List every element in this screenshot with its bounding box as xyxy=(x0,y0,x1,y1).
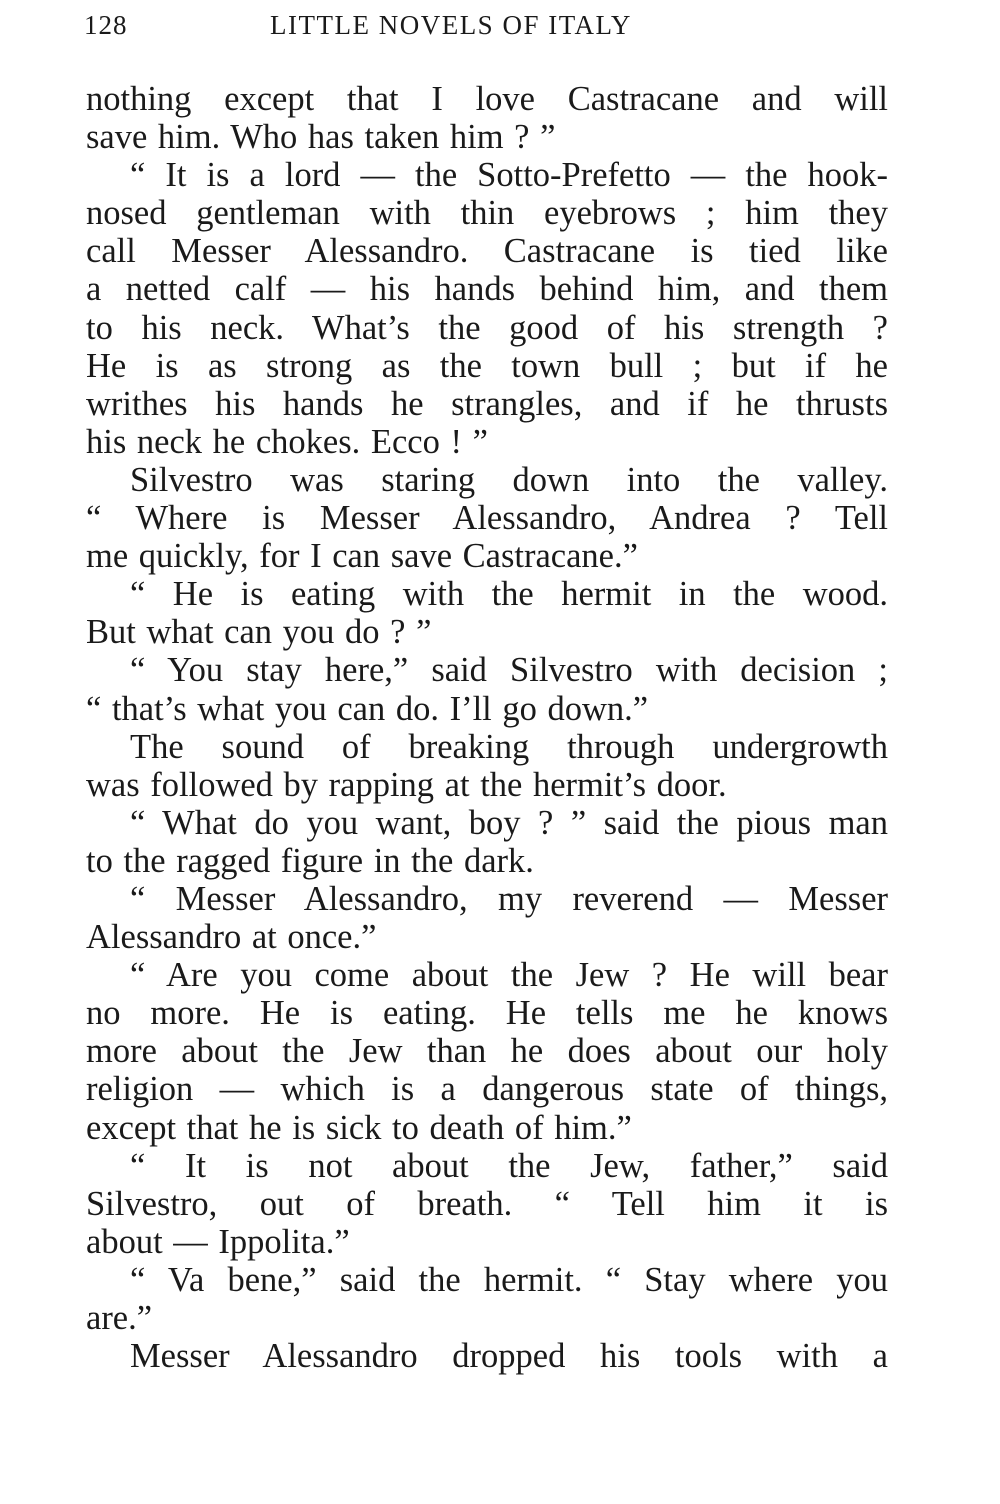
text-line: He is as strong as the town bull ; but if he xyxy=(86,346,888,385)
text-line: “ Are you come about the Jew ? He will bear xyxy=(130,956,888,995)
text-line: “ What do you want, boy ? ” said the pious man xyxy=(130,803,888,842)
text-line: no more. He is eating. He tells me he knows xyxy=(86,994,888,1033)
text-line: about — Ippolita.” xyxy=(86,1222,350,1261)
page-number: 128 xyxy=(84,10,128,40)
body-text xyxy=(86,80,888,1375)
text-line: a netted calf — his hands behind him, and them xyxy=(86,270,888,309)
text-line: “ Messer Alessandro, my reverend — Messer xyxy=(130,879,888,918)
text-line: Silvestro, out of breath. “ Tell him it is xyxy=(86,1184,888,1223)
text-line: to his neck. What’s the good of his strength ? xyxy=(86,308,888,347)
text-line: Silvestro was staring down into the valley. xyxy=(130,460,888,499)
text-line: call Messer Alessandro. Castracane is tied like xyxy=(86,232,888,271)
text-line: except that he is sick to death of him.” xyxy=(86,1108,632,1147)
text-line: his neck he chokes. Ecco ! ” xyxy=(86,422,488,461)
text-line: me quickly, for I can save Castracane.” xyxy=(86,537,638,576)
text-line: “ Where is Messer Alessandro, Andrea ? Tell xyxy=(86,499,888,538)
text-line: more about the Jew than he does about our holy xyxy=(86,1032,888,1071)
text-line: The sound of breaking through undergrowth xyxy=(130,727,888,766)
text-line: was followed by rapping at the hermit’s door. xyxy=(86,765,727,804)
text-line: writhes his hands he strangles, and if he thrusts xyxy=(86,384,888,423)
text-line: save him. Who has taken him ? ” xyxy=(86,118,556,157)
running-title: LITTLE NOVELS OF ITALY xyxy=(270,10,632,40)
text-line: religion — which is a dangerous state of things, xyxy=(86,1070,888,1109)
text-line: are.” xyxy=(86,1299,153,1337)
text-line: Messer Alessandro dropped his tools with a xyxy=(130,1337,888,1376)
text-line: “ You stay here,” said Silvestro with decision ; xyxy=(130,651,888,690)
running-head xyxy=(84,10,892,50)
text-line: “ He is eating with the hermit in the wood. xyxy=(130,575,888,614)
text-line: “ Va bene,” said the hermit. “ Stay where you xyxy=(130,1260,888,1299)
text-line: “ that’s what you can do. I’ll go down.” xyxy=(86,689,649,728)
text-line: nosed gentleman with thin eyebrows ; him they xyxy=(86,194,888,233)
text-line: Alessandro at once.” xyxy=(86,918,377,957)
text-line: to the ragged figure in the dark. xyxy=(86,841,534,880)
text-line: But what can you do ? ” xyxy=(86,613,432,652)
text-line: “ It is not about the Jew, father,” said xyxy=(130,1146,888,1185)
text-line: nothing except that I love Castracane and will xyxy=(86,80,888,118)
text-line: “ It is a lord — the Sotto-Prefetto — the hook- xyxy=(130,156,888,195)
